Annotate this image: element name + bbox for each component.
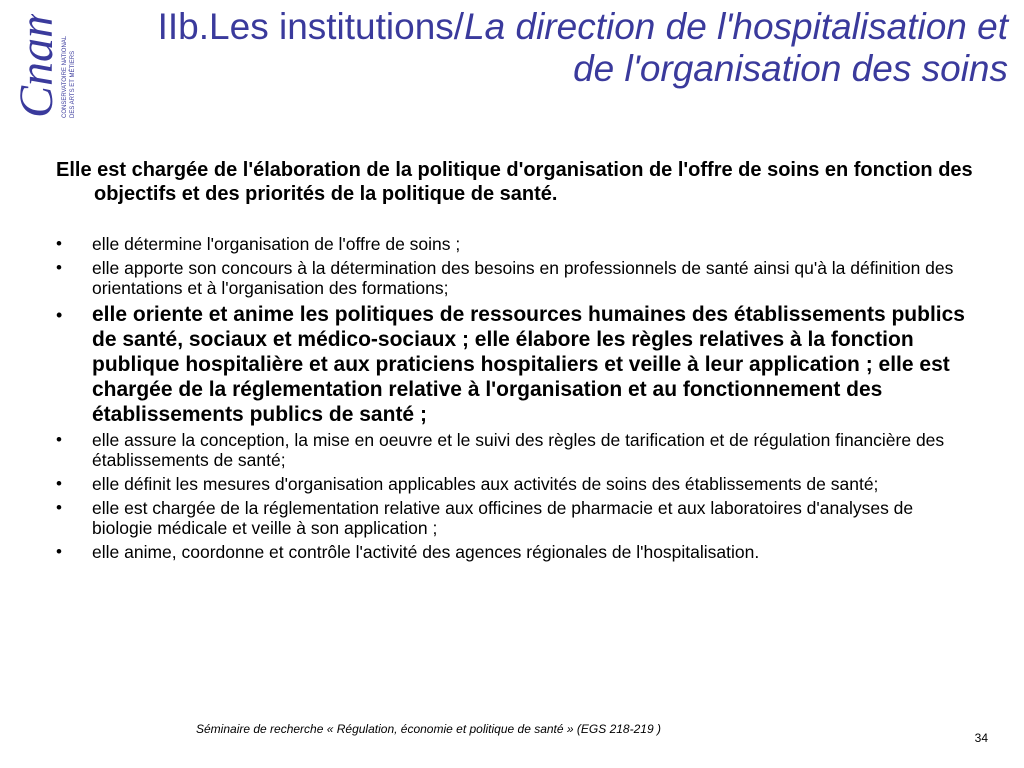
bullet-glyph: • xyxy=(56,234,62,253)
bullet-text: elle apporte son concours à la détermination des besoins en professionnels de santé ainsi qu'à la définition des orientations et à l'organisation des formations; xyxy=(92,258,954,298)
bullet-glyph: • xyxy=(56,542,62,561)
bullet-item xyxy=(56,234,976,254)
bullet-text: elle assure la conception, la mise en oeuvre et le suivi des règles de tarification et de régulation financière des établissements de santé; xyxy=(92,430,945,470)
bullet-glyph: • xyxy=(56,258,62,277)
lead-paragraph: Elle est chargée de l'élaboration de la politique d'organisation de l'offre de soins en fonction des objectifs et des priorités de la politique de santé. xyxy=(56,159,973,205)
bullet-item xyxy=(56,474,976,494)
logo-wordmark: Cnam xyxy=(10,14,63,118)
cnam-logo xyxy=(6,14,84,122)
bullet-text: elle anime, coordonne et contrôle l'activité des agences régionales de l'hospitalisation. xyxy=(92,542,760,562)
title-prefix: IIb.Les institutions/ xyxy=(157,6,465,47)
title-italic: La direction de l'hospitalisation et de l'organisation des soins xyxy=(464,6,1008,89)
bullet-text: elle détermine l'organisation de l'offre de soins ; xyxy=(92,234,461,254)
bullet-item xyxy=(56,498,976,538)
bullet-text: elle est chargée de la réglementation relative aux officines de pharmacie et aux laboratoires d'analyses de biologie médicale et veille à son application ; xyxy=(92,498,914,538)
bullet-glyph: • xyxy=(56,430,62,449)
logo-line2: DES ARTS ET MÉTIERS xyxy=(70,50,76,118)
bullet-text: elle définit les mesures d'organisation applicables aux activités de soins des établissements de santé; xyxy=(92,474,879,494)
bullet-item-emphasized xyxy=(56,302,976,427)
logo-line1: CONSERVATOIRE NATIONAL xyxy=(62,35,68,118)
bullet-item xyxy=(56,542,976,562)
bullet-text: elle oriente et anime les politiques de ressources humaines des établissements publics de santé, sociaux et médico-sociaux ; elle élabore les règles relatives à la fonction publique hospitalière et aux praticiens hospitaliers et veille à leur application ; elle est chargée de la réglementation relative à l'organisation et au fonctionnement des établissements publics de santé ; xyxy=(92,303,965,426)
bullet-glyph: • xyxy=(56,305,63,325)
bullet-item xyxy=(56,430,976,470)
bullet-glyph: • xyxy=(56,474,62,493)
page-number: 34 xyxy=(974,731,988,745)
bullet-item xyxy=(56,258,976,298)
slide-body xyxy=(56,158,976,566)
bullet-list xyxy=(56,234,976,562)
slide-title xyxy=(128,6,1008,90)
bullet-glyph: • xyxy=(56,498,62,517)
footer-text: Séminaire de recherche « Régulation, économie et politique de santé » (EGS 218-219 ) xyxy=(196,722,661,736)
